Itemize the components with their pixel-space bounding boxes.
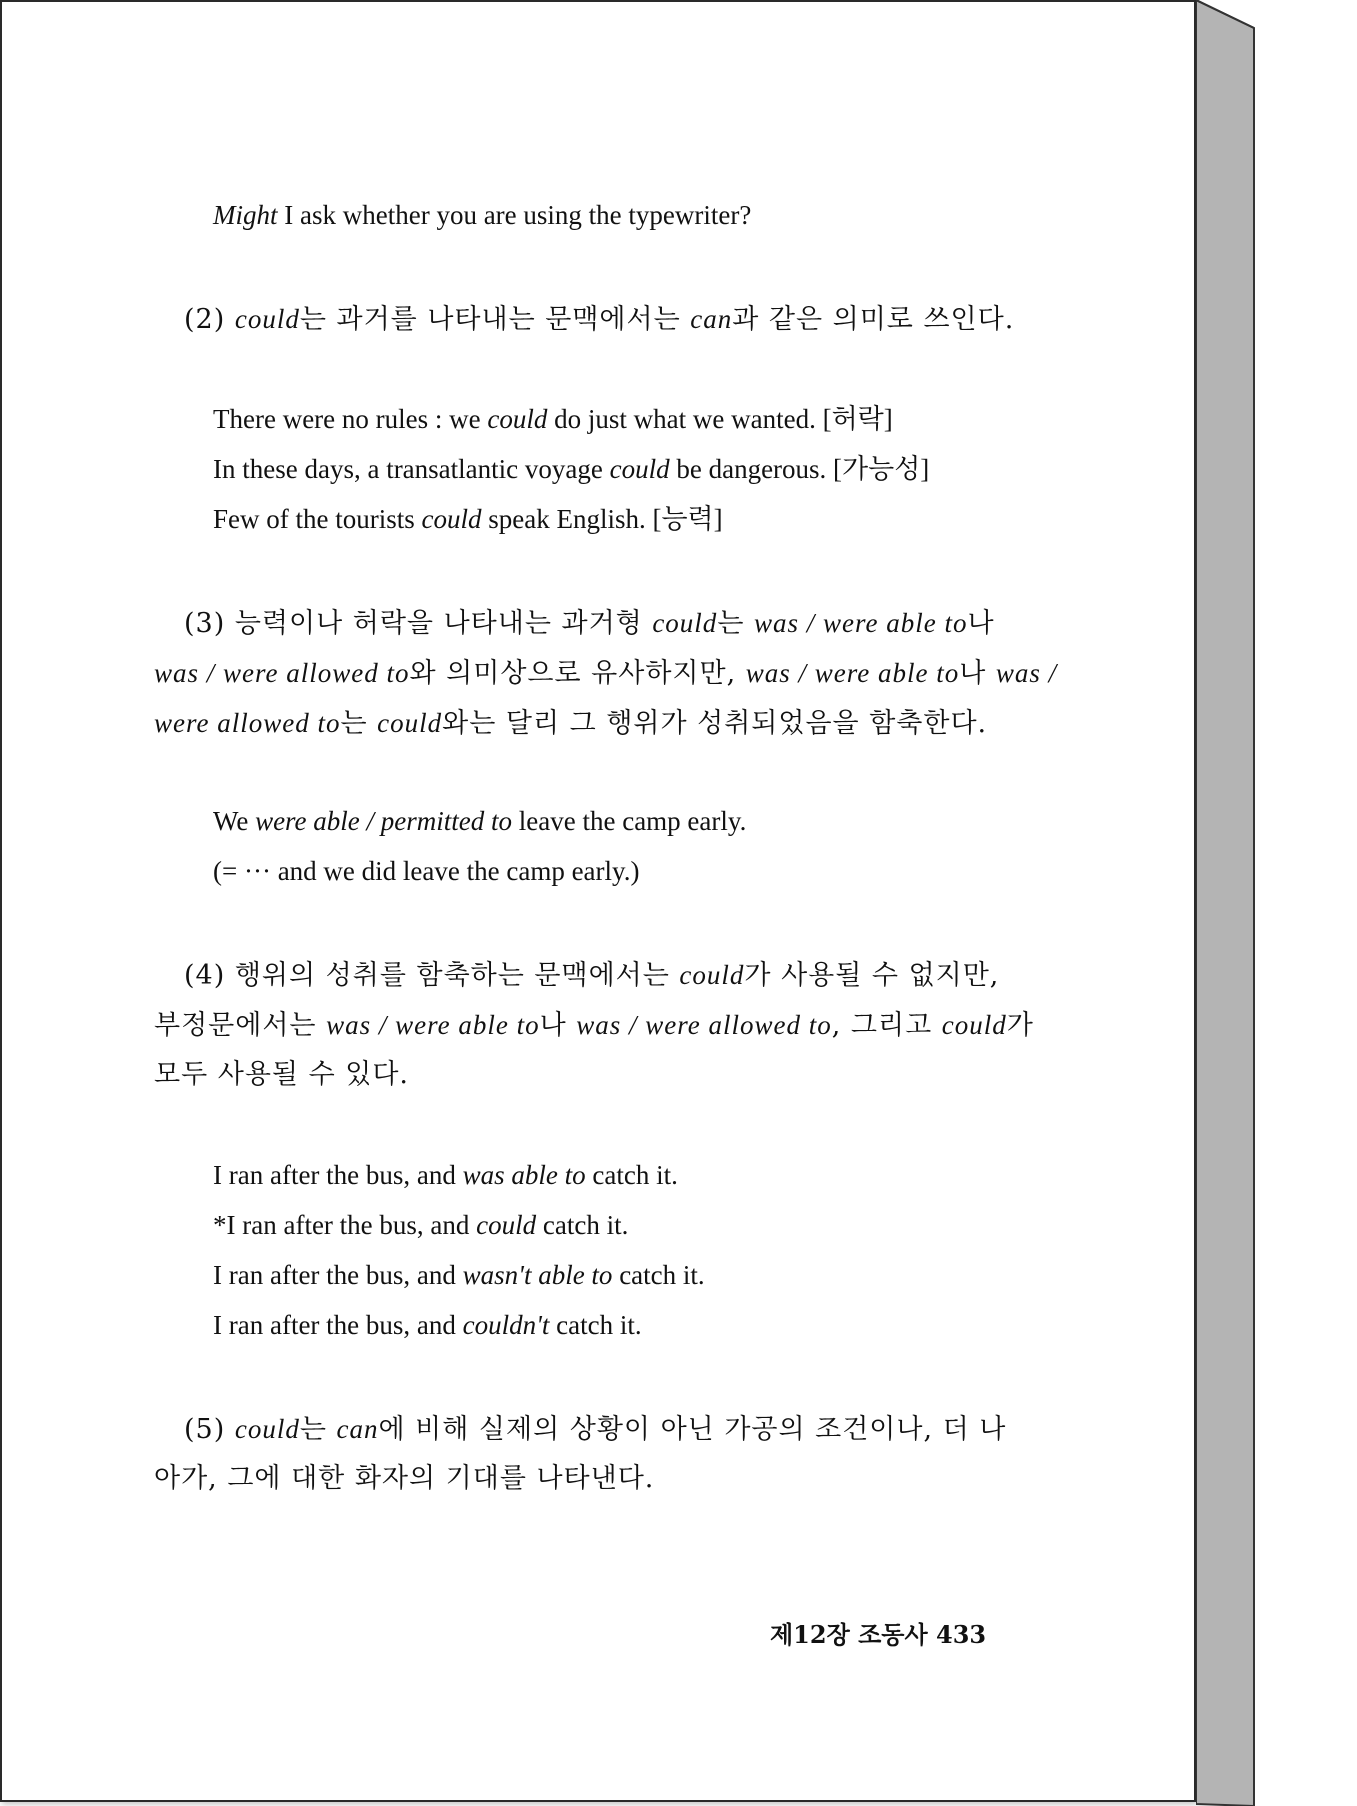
section-4-line-1: (4) 행위의 성취를 함축하는 문맥에서는 could가 사용될 수 없지만, xyxy=(184,960,1000,991)
section-4-line-3: 모두 사용될 수 있다. xyxy=(154,1059,409,1090)
section-3-line-2: was / were allowed to와 의미상으로 유사하지만, was / were able to나 was / xyxy=(154,658,1058,689)
example-might: Might I ask whether you are using the typewriter? xyxy=(213,200,752,230)
example-line: I ran after the bus, and wasn't able to catch it. xyxy=(213,1260,705,1290)
section-3-line-3: were allowed to는 could와는 달리 그 행위가 성취되었음을 함축한다. xyxy=(154,708,988,739)
example-line: In these days, a transatlantic voyage could be dangerous. [가능성] xyxy=(213,454,930,484)
section-2-heading: (2) could는 과거를 나타내는 문맥에서는 can과 같은 의미로 쓰인다. xyxy=(184,304,1015,335)
example-line: I ran after the bus, and was able to catch it. xyxy=(213,1160,678,1190)
page-number-footer: 제12장 조동사 433 xyxy=(770,1620,987,1649)
section-5-line-2: 아가, 그에 대한 화자의 기대를 나타낸다. xyxy=(154,1463,655,1494)
example-line: *I ran after the bus, and could catch it. xyxy=(213,1210,629,1240)
section-5-line-1: (5) could는 can에 비해 실제의 상황이 아닌 가공의 조건이나, 더 나 xyxy=(184,1414,1007,1445)
example-line: There were no rules : we could do just what we wanted. [허락] xyxy=(213,404,893,434)
example-line: I ran after the bus, and couldn't catch it. xyxy=(213,1310,642,1340)
section-4-line-2: 부정문에서는 was / were able to나 was / were allowed to, 그리고 could가 xyxy=(154,1010,1034,1041)
example-line: (= ··· and we did leave the camp early.) xyxy=(213,856,640,886)
example-line: Few of the tourists could speak English. [능력] xyxy=(213,504,723,534)
section-3-line-1: (3) 능력이나 허락을 나타내는 과거형 could는 was / were able to나 xyxy=(184,608,995,639)
book-spine xyxy=(1196,0,1256,1806)
example-line: We were able / permitted to leave the camp early. xyxy=(213,806,747,836)
